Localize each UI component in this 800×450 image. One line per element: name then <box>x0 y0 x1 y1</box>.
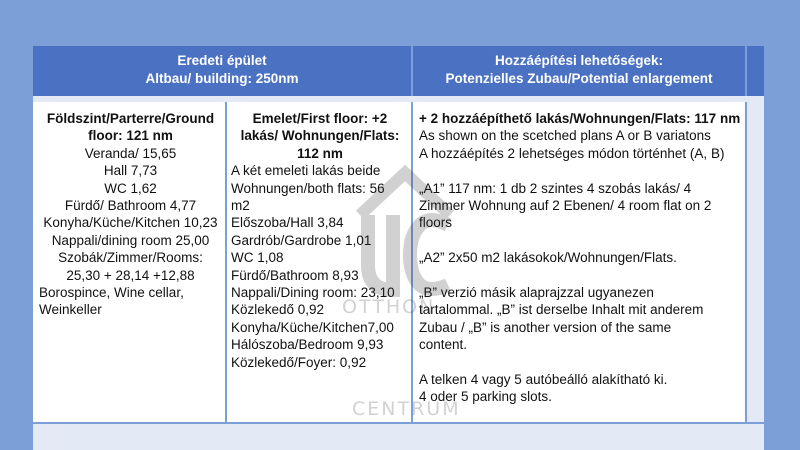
header-original-building <box>33 46 411 96</box>
bottom-band <box>33 424 764 450</box>
potential-gap <box>419 267 743 284</box>
watermark-line1: OTTHON <box>342 296 436 318</box>
first-floor-item: Közlekedő 0,92 <box>231 302 325 318</box>
potential-gap <box>419 354 743 371</box>
property-table <box>33 46 764 450</box>
first-floor-item: m2 <box>231 198 250 214</box>
potential-line: Zimmer Wohnung auf 2 Ebenen/ 4 room flat on 2 <box>419 198 712 214</box>
first-floor-item: Hálószoba/Bedroom 9,93 <box>231 337 384 353</box>
ground-floor-area: floor: 121 nm <box>88 128 173 144</box>
ground-floor-item: 25,30 + 28,14 +12,88 <box>66 267 195 283</box>
potential-line: „A1” 117 nm: 1 db 2 szintes 4 szobás lakás/ 4 <box>419 180 692 196</box>
extra-column-body <box>747 102 764 422</box>
potential-line: „A2” 2x50 m2 lakásokok/Wohnungen/Flats. <box>419 250 677 266</box>
first-floor-cell <box>227 102 411 422</box>
potential-cell <box>413 102 745 422</box>
ground-floor-item: WC 1,62 <box>104 180 157 196</box>
header-potential-enlargement <box>413 46 745 96</box>
potential-line: floors <box>419 215 453 231</box>
ground-floor-cell <box>33 102 225 422</box>
first-floor-item: A két emeleti lakás beide <box>231 163 381 179</box>
header-potential-title: Hozzáépítési lehetőségek: <box>494 53 664 68</box>
potential-gap <box>419 232 743 249</box>
ground-floor-item: Veranda/ 15,65 <box>84 145 177 161</box>
potential-line: As shown on the scetched plans A or B variatons <box>419 128 711 144</box>
ground-floor-item: Szobák/Zimmer/Rooms: <box>58 250 203 266</box>
header-original-subtitle: Altbau/ building: 250nm <box>145 71 299 86</box>
watermark-line2: CENTRUM <box>352 398 461 420</box>
first-floor-item: Fürdő/Bathroom 8,93 <box>231 267 359 283</box>
ground-floor-item: Konyha/Küche/Kitchen 10,23 <box>43 215 218 231</box>
potential-line: 4 oder 5 parking slots. <box>419 389 552 405</box>
first-floor-area: 112 nm <box>297 145 343 161</box>
first-floor-item: Nappali/Dining room: 23,10 <box>231 285 395 301</box>
potential-line: Zubau / „B” is another version of the same <box>419 319 672 335</box>
header-potential-subtitle: Potenzielles Zubau/Potential enlargement <box>445 71 713 86</box>
potential-gap <box>419 162 743 179</box>
ground-floor-cellar: Borospince, Wine cellar, <box>39 285 184 301</box>
ground-floor-title: Földszint/Parterre/Ground <box>46 111 215 126</box>
potential-title: + 2 hozzáépíthető lakás/Wohnungen/Flats: 117 nm <box>419 111 741 126</box>
header-original-title: Eredeti épület <box>177 53 267 68</box>
potential-line: A hozzáépítés 2 lehetséges módon történhet (A, B) <box>419 145 725 161</box>
potential-line: content. <box>419 337 468 353</box>
potential-line: tartalommal. „B” ist derselbe Inhalt mit anderem <box>419 302 704 318</box>
header-extra-column <box>747 46 764 96</box>
first-floor-item: Wohnungen/both flats: 56 <box>231 180 385 196</box>
first-floor-item: Közlekedő/Foyer: 0,92 <box>231 354 367 370</box>
potential-line: „B” verzió másik alaprajzzal ugyanezen <box>419 285 654 301</box>
ground-floor-item: Hall 7,73 <box>103 163 158 179</box>
first-floor-item: WC 1,08 <box>231 250 284 266</box>
first-floor-item: Gardrób/Gardrobe 1,01 <box>231 232 372 248</box>
ground-floor-item: Fürdő/ Bathroom 4,77 <box>64 198 197 214</box>
first-floor-item: Előszoba/Hall 3,84 <box>231 215 344 231</box>
first-floor-title: Emelet/First floor: +2 <box>252 111 388 126</box>
first-floor-item: Konyha/Küche/Kitchen7,00 <box>231 319 394 335</box>
potential-line: A telken 4 vagy 5 autóbeálló alakítható ki. <box>419 372 668 388</box>
ground-floor-item: Nappali/dining room 25,00 <box>51 232 210 248</box>
ground-floor-cellar: Weinkeller <box>39 302 102 318</box>
first-floor-title: lakás/ Wohnungen/Flats: <box>240 128 400 144</box>
